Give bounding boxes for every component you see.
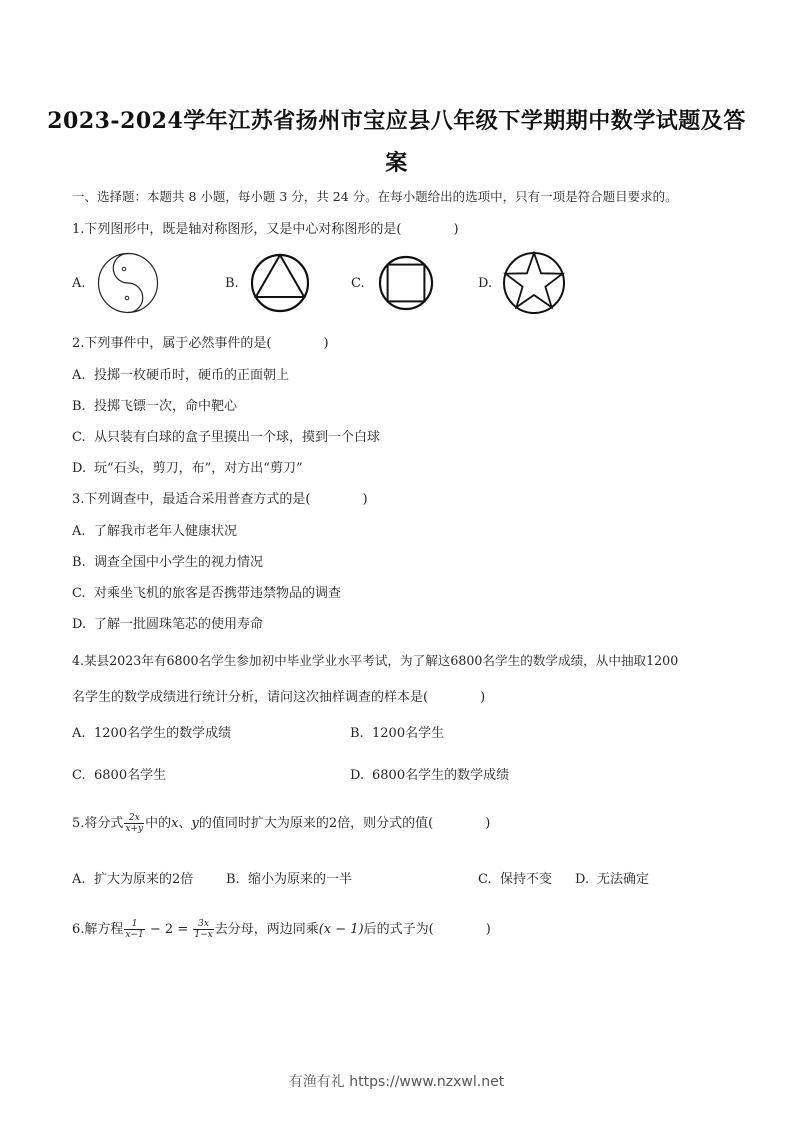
question-6-stem xyxy=(72,918,491,940)
option-text: 了解我市老年人健康状况 xyxy=(94,524,238,539)
fraction-3x-over-1-minus-x xyxy=(193,919,213,940)
question-number: 3. xyxy=(72,492,85,507)
separator: 、 xyxy=(178,816,192,831)
option-label: D. xyxy=(575,872,590,887)
fraction-1-over-x-minus-1 xyxy=(124,919,144,940)
star-in-circle-icon xyxy=(502,251,566,315)
page-title-line-1: 2023-2024学年江苏省扬州市宝应县八年级下学期期中数学试题及答 xyxy=(47,108,746,134)
question-text: 后的式子为( ) xyxy=(363,922,491,937)
q4-option-d xyxy=(350,764,509,783)
option-text: 6800名学生 xyxy=(94,768,167,783)
q4-option-a xyxy=(72,722,231,741)
question-5-stem xyxy=(72,812,490,834)
option-text: 1200名学生 xyxy=(372,726,445,741)
factor-expression: (x − 1) xyxy=(318,922,364,937)
option-text: 投掷一枚硬币时，硬币的正面朝上 xyxy=(94,368,290,383)
option-text: 1200名学生的数学成绩 xyxy=(94,726,232,741)
option-text: 6800名学生的数学成绩 xyxy=(372,768,510,783)
q1-option-d-label: D. xyxy=(478,276,493,291)
question-text: 下列事件中，属于必然事件的是( ) xyxy=(84,336,329,351)
fraction-denominator: x+y xyxy=(125,824,144,834)
variable-x: x xyxy=(171,816,179,831)
option-label: D. xyxy=(72,461,87,476)
option-label: C. xyxy=(478,872,492,887)
option-label: D. xyxy=(72,617,87,632)
question-number: 1. xyxy=(72,222,85,237)
question-text: 某县2023年有6800名学生参加初中毕业学业水平考试，为了解这6800名学生的数学成绩，从中抽取1200 xyxy=(84,653,679,668)
option-text: 投掷飞镖一次，命中靶心 xyxy=(94,399,238,414)
option-label: C. xyxy=(72,430,86,445)
option-text: 无法确定 xyxy=(597,872,650,887)
q2-option-b xyxy=(72,395,237,414)
question-1-stem xyxy=(72,218,459,237)
option-label: D. xyxy=(350,768,365,783)
option-label: A. xyxy=(72,726,86,741)
square-in-circle-icon xyxy=(378,255,434,311)
question-4-stem-line-2: 名学生的数学成绩进行统计分析，请问这次抽样调查的样本是( ) xyxy=(72,690,486,705)
fraction-numerator: 1 xyxy=(124,919,144,930)
q1-option-c-label: C. xyxy=(351,276,365,291)
option-text: 了解一批圆珠笔芯的使用寿命 xyxy=(94,617,264,632)
fraction-numerator: 3x xyxy=(193,919,213,930)
fraction-denominator: 1−x xyxy=(194,930,213,940)
question-text: 下列调查中，最适合采用普查方式的是( ) xyxy=(84,492,368,507)
option-label: C. xyxy=(72,768,86,783)
fraction-2x-over-x-plus-y xyxy=(124,813,144,834)
q2-option-c xyxy=(72,426,380,445)
variable-y: y xyxy=(191,816,199,831)
option-text: 保持不变 xyxy=(500,872,553,887)
option-label: C. xyxy=(72,586,86,601)
option-label: B. xyxy=(226,872,240,887)
q5-option-c xyxy=(478,868,552,887)
option-text: 玩“石头，剪刀，布”，对方出“剪刀” xyxy=(94,461,303,476)
q5-option-b xyxy=(226,868,352,887)
q1-option-a-label: A. xyxy=(72,276,86,291)
option-label: B. xyxy=(72,555,86,570)
question-text: 将分式 xyxy=(84,816,124,831)
fraction-denominator: x−1 xyxy=(125,930,144,940)
q1-option-b-label: B. xyxy=(225,276,239,291)
page-title-line-2: 案 xyxy=(385,150,408,176)
question-text: 中的 xyxy=(145,816,172,831)
q3-option-d xyxy=(72,613,263,632)
option-text: 对乘坐飞机的旅客是否携带违禁物品的调查 xyxy=(94,586,342,601)
question-text: 的值同时扩大为原来的2倍，则分式的值( ) xyxy=(198,816,491,831)
fraction-numerator: 2x xyxy=(124,813,144,824)
footer-watermark: 有渔有礼 https://www.nzxwl.net xyxy=(288,1074,505,1090)
question-text: 下列图形中，既是轴对称图形，又是中心对称图形的是( ) xyxy=(84,222,459,237)
question-number: 5. xyxy=(72,816,85,831)
q5-option-d xyxy=(575,868,649,887)
option-label: A. xyxy=(72,872,86,887)
q2-option-d xyxy=(72,457,303,476)
question-number: 2. xyxy=(72,336,85,351)
option-label: B. xyxy=(350,726,364,741)
question-2-stem xyxy=(72,332,329,351)
option-label: A. xyxy=(72,524,86,539)
question-4-stem-line-1 xyxy=(72,650,678,669)
option-label: A. xyxy=(72,368,86,383)
option-text: 扩大为原来的2倍 xyxy=(94,872,194,887)
equation-middle: − 2 = xyxy=(145,922,193,937)
q3-option-b xyxy=(72,551,263,570)
section-header: 一、选择题：本题共 8 小题，每小题 3 分，共 24 分。在每小题给出的选项中，只有一项是符合题目要求的。 xyxy=(72,189,678,204)
q2-option-a xyxy=(72,364,289,383)
option-text: 缩小为原来的一半 xyxy=(248,872,353,887)
question-number: 6. xyxy=(72,922,85,937)
question-3-stem xyxy=(72,488,368,507)
question-text: 去分母，两边同乘 xyxy=(214,922,319,937)
option-label: B. xyxy=(72,399,86,414)
triangle-in-circle-icon xyxy=(250,253,310,313)
q3-option-c xyxy=(72,582,341,601)
q5-option-a xyxy=(72,868,193,887)
q4-option-b xyxy=(350,722,444,741)
question-number: 4. xyxy=(72,653,85,668)
question-text: 解方程 xyxy=(84,922,124,937)
q4-option-c xyxy=(72,764,166,783)
option-text: 调查全国中小学生的视力情况 xyxy=(94,555,264,570)
option-text: 从只装有白球的盒子里摸出一个球，摸到一个白球 xyxy=(94,430,381,445)
q3-option-a xyxy=(72,520,237,539)
yin-yang-icon xyxy=(97,252,159,314)
